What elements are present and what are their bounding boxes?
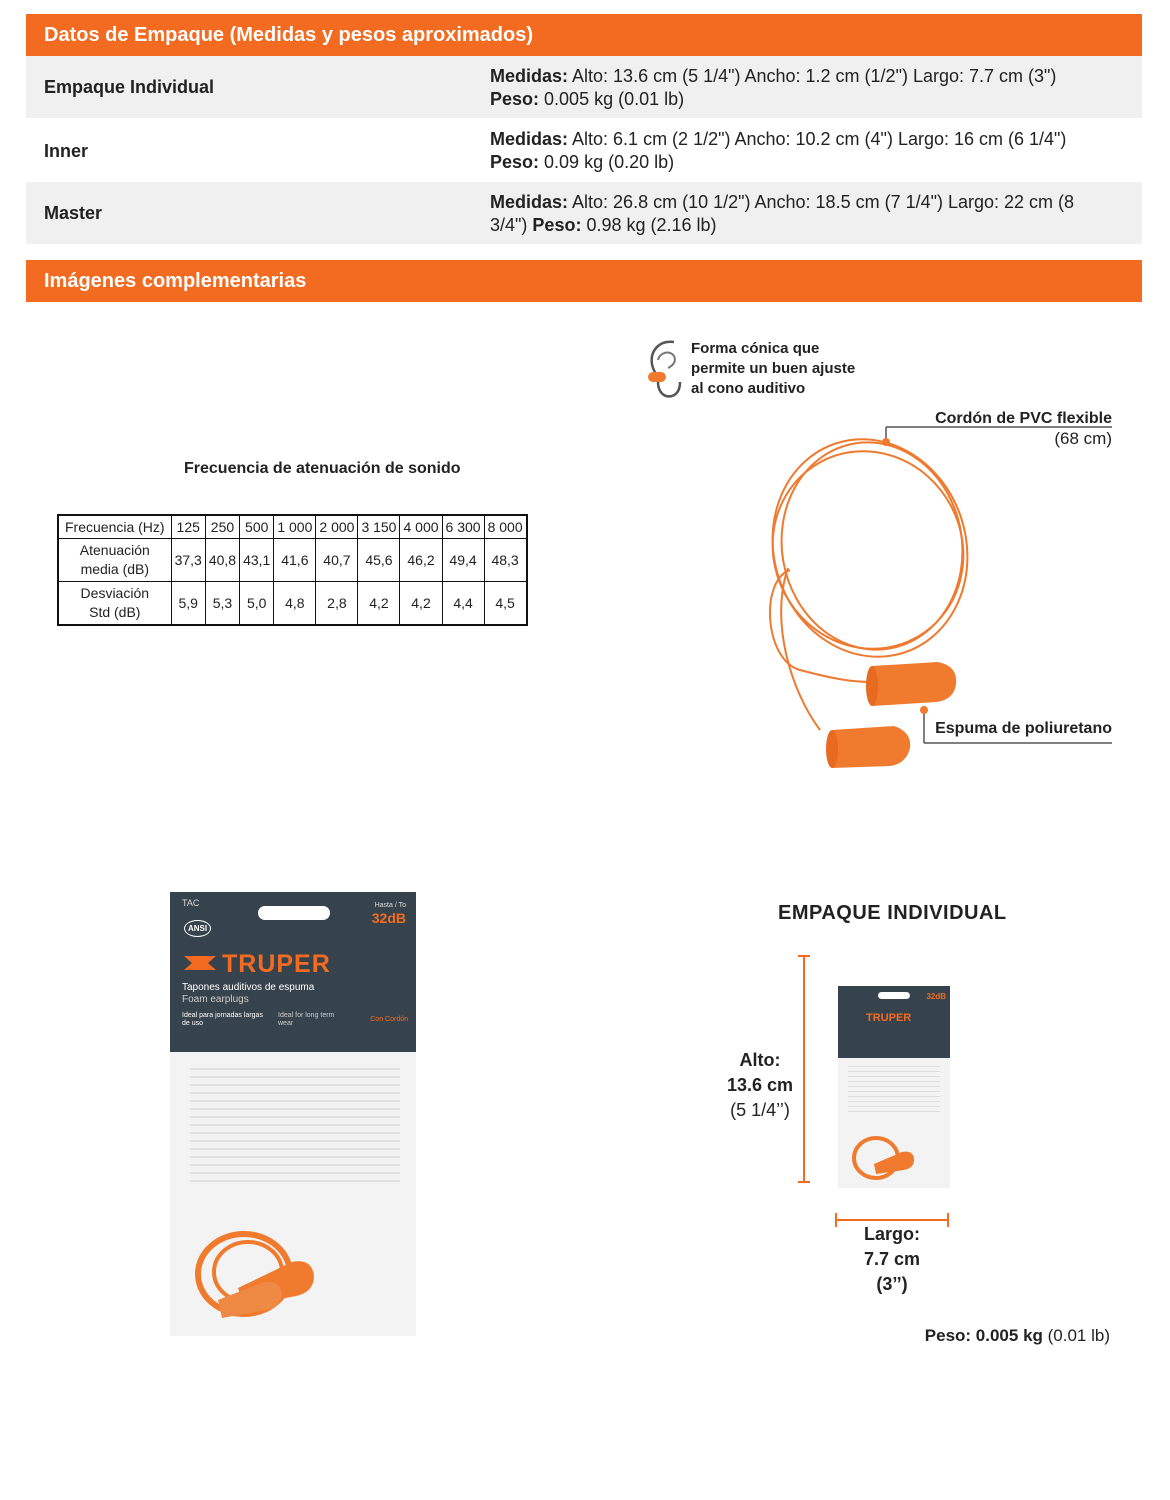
- package-header-panel: [170, 892, 416, 1052]
- packaging-title: Datos de Empaque (Medidas y pesos aproximados): [44, 24, 534, 46]
- cone-line1: Forma cónica que: [691, 340, 820, 357]
- frequency-cell: 8 000: [484, 515, 527, 539]
- individual-package-title: EMPAQUE INDIVIDUAL: [778, 902, 1007, 924]
- deviation-label-line2: Std (dB): [89, 604, 141, 620]
- frequency-cell: 125: [171, 515, 205, 539]
- packaging-row-value: [490, 128, 1120, 174]
- ansi-badge: ANSI: [184, 920, 211, 937]
- peso-value: 0.09 kg (0.20 lb): [539, 152, 675, 172]
- height-dimension-label: [722, 1048, 798, 1123]
- largo-value: 7.7 cm: [863, 1249, 921, 1269]
- cord-line1: Cordón de PVC flexible: [935, 410, 1112, 427]
- foam-callout-dot: [920, 706, 928, 714]
- frequency-cell: 6 300: [442, 515, 484, 539]
- attenuation-label-line1: Atenuación: [79, 542, 150, 558]
- packaging-row-value: [490, 191, 1110, 237]
- attenuation-label: [58, 539, 171, 582]
- peso-label: Peso:: [532, 215, 582, 235]
- attenuation-cell: 49,4: [442, 539, 484, 582]
- attenuation-cell: 48,3: [484, 539, 527, 582]
- frequency-cell: 2 000: [316, 515, 358, 539]
- deviation-cell: 5,0: [240, 582, 274, 626]
- earplug-in-ear-icon: [648, 372, 666, 382]
- attenuation-cell: 40,8: [205, 539, 239, 582]
- package-clear-bag: [170, 1052, 416, 1336]
- truper-logo-icon: [182, 954, 218, 972]
- cord-line2: (68 cm): [1054, 429, 1112, 448]
- alto-label: Alto:: [739, 1050, 781, 1070]
- ear-icon: [644, 338, 688, 402]
- individual-package-thumb: [838, 986, 950, 1188]
- alto-inches: (5 1/4’’): [730, 1100, 790, 1120]
- peso-label: Peso:: [490, 152, 540, 172]
- db-rating: 32dB: [371, 910, 406, 926]
- package-code: TAC: [182, 898, 200, 908]
- product-name-es: Tapones auditivos de espuma: [182, 982, 315, 993]
- thumb-brand: TRUPER: [866, 1012, 912, 1024]
- foam-earplug: [866, 662, 956, 706]
- images-title: Imágenes complementarias: [44, 270, 307, 292]
- corded-label: Con Cordón: [370, 1016, 408, 1023]
- cone-callout: [691, 339, 855, 399]
- peso-label: Peso: 0.005 kg: [924, 1326, 1043, 1345]
- deviation-cell: 2,8: [316, 582, 358, 626]
- frequency-header-label: Frecuencia (Hz): [58, 515, 171, 539]
- deviation-cell: 5,3: [205, 582, 239, 626]
- medidas-label: Medidas:: [490, 129, 569, 149]
- width-dimension-label: [852, 1222, 932, 1297]
- thumb-hang-hole: [878, 992, 910, 999]
- product-package: [170, 892, 416, 1336]
- attenuation-cell: 41,6: [274, 539, 316, 582]
- medidas-label: Medidas:: [490, 66, 569, 86]
- thumb-insert: [848, 1066, 940, 1116]
- peso-value: 0.98 kg (2.16 lb): [581, 215, 717, 235]
- deviation-label: [58, 582, 171, 626]
- frequency-table-title: Frecuencia de atenuación de sonido: [184, 460, 461, 477]
- attenuation-row: [58, 539, 527, 582]
- thumb-clear-bag: [838, 1058, 950, 1188]
- attenuation-cell: 40,7: [316, 539, 358, 582]
- packaging-row-individual: [26, 56, 1142, 118]
- medidas-value: Alto: 6.1 cm (2 1/2") Ancho: 10.2 cm (4") Largo: 16 cm (6 1/4"): [568, 129, 1067, 149]
- deviation-cell: 4,8: [274, 582, 316, 626]
- instruction-insert: [190, 1068, 400, 1188]
- thumb-earplugs: [848, 1120, 918, 1186]
- deviation-cell: 4,2: [358, 582, 400, 626]
- packaging-row-master: [26, 182, 1142, 244]
- medidas-value: Alto: 26.8 cm (10 1/2") Ancho: 18.5 cm (7 1/4") Largo: 22 cm (8 3/4"): [490, 192, 1075, 235]
- packaging-section-header: [26, 14, 1142, 56]
- frequency-table: [57, 514, 528, 626]
- hang-hole: [258, 906, 330, 920]
- thumb-db-rating: 32dB: [926, 992, 946, 1001]
- attenuation-cell: 43,1: [240, 539, 274, 582]
- cone-line2: permite un buen ajuste: [691, 360, 856, 377]
- deviation-label-line1: Desviación: [80, 585, 150, 601]
- largo-inches: (3’’): [876, 1274, 908, 1294]
- attenuation-label-line2: media (dB): [80, 561, 150, 577]
- deviation-cell: 4,5: [484, 582, 527, 626]
- peso-label: Peso:: [490, 89, 540, 109]
- db-prefix: Hasta / To: [374, 902, 406, 909]
- deviation-cell: 5,9: [171, 582, 205, 626]
- packaging-row-inner: [26, 118, 1142, 182]
- images-section-header: [26, 260, 1142, 302]
- brand-logo: TRUPER: [222, 950, 331, 978]
- packaging-row-name: Master: [44, 203, 103, 223]
- ideal-es: Ideal para jornadas largas de uso: [182, 1012, 263, 1027]
- alto-value: 13.6 cm: [726, 1075, 794, 1095]
- cone-line3: al cono auditivo: [691, 380, 806, 397]
- attenuation-cell: 37,3: [171, 539, 205, 582]
- frequency-cell: 4 000: [400, 515, 442, 539]
- packaged-earplugs: [188, 1192, 328, 1332]
- deviation-cell: 4,2: [400, 582, 442, 626]
- attenuation-cell: 46,2: [400, 539, 442, 582]
- packaging-row-value: [490, 65, 1120, 111]
- packaging-row-name: Empaque Individual: [44, 77, 215, 97]
- deviation-row: [58, 582, 527, 626]
- largo-label: Largo:: [864, 1224, 920, 1244]
- frequency-cell: 1 000: [274, 515, 316, 539]
- frequency-header-row: [58, 515, 527, 539]
- foam-callout: Espuma de poliuretano: [935, 720, 1112, 737]
- medidas-value: Alto: 13.6 cm (5 1/4") Ancho: 1.2 cm (1/2") Largo: 7.7 cm (3"): [568, 66, 1057, 86]
- frequency-cell: 250: [205, 515, 239, 539]
- frequency-cell: 500: [240, 515, 274, 539]
- peso-value: 0.005 kg (0.01 lb): [539, 89, 685, 109]
- ideal-en: Ideal for long term wear: [278, 1012, 335, 1027]
- thumb-header-panel: [838, 986, 950, 1058]
- product-name-en: Foam earplugs: [182, 994, 249, 1005]
- deviation-cell: 4,4: [442, 582, 484, 626]
- medidas-label: Medidas:: [490, 192, 569, 212]
- foam-earplug: [826, 726, 910, 768]
- frequency-cell: 3 150: [358, 515, 400, 539]
- attenuation-cell: 45,6: [358, 539, 400, 582]
- packaging-row-name: Inner: [44, 141, 89, 161]
- individual-weight: [900, 1326, 1110, 1346]
- peso-lb: (0.01 lb): [1042, 1326, 1110, 1345]
